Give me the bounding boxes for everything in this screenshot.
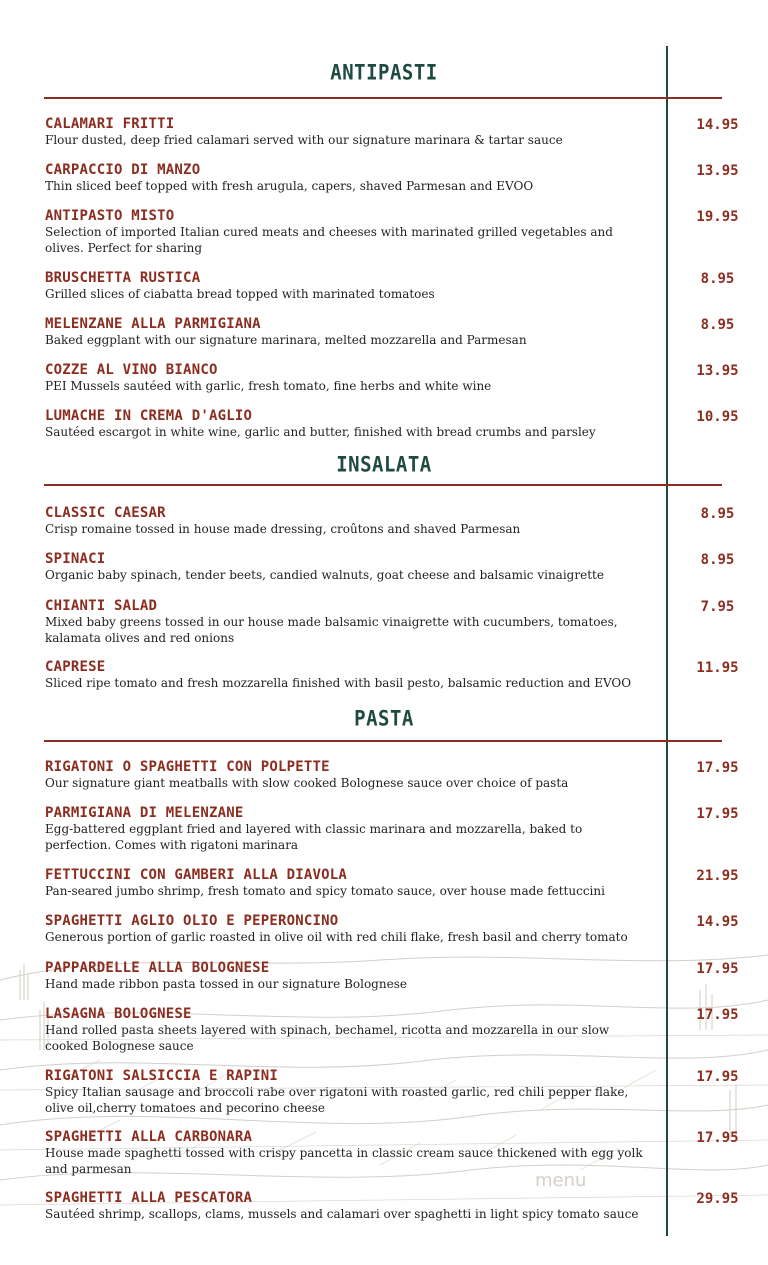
menu-item-description: Sautéed shrimp, scallops, clams, mussels and calamari over spaghetti in light spicy tomato sauce [45,1207,639,1221]
menu-item [45,1068,739,1116]
menu-item-description: Spicy Italian sausage and broccoli rabe over rigatoni with roasted garlic, red chili pepper flake, olive oil,cherry tomatoes and pecorino cheese [45,1085,629,1115]
menu-item-price: 21.95 [696,868,739,884]
menu-item-name: COZZE AL VINO BIANCO [45,362,218,378]
menu-item-description: Hand rolled pasta sheets layered with spinach, bechamel, ricotta and mozzarella in our slow cooked Bolognese sauce [45,1023,610,1053]
menu-item-description: Grilled slices of ciabatta bread topped with marinated tomatoes [45,287,435,301]
menu-item-name: SPAGHETTI AGLIO OLIO E PEPERONCINO [45,913,339,929]
menu-item-price: 13.95 [696,363,739,379]
menu-item-description: Hand made ribbon pasta tossed in our signature Bolognese [45,977,407,991]
menu-item [45,270,735,303]
menu-item-price: 8.95 [700,271,735,287]
menu-item [45,362,739,395]
menu-item-name: CAPRESE [45,659,106,675]
menu-item-name: CLASSIC CAESAR [45,505,166,521]
menu-item-price: 17.95 [696,961,739,977]
menu-item-name: RIGATONI O SPAGHETTI CON POLPETTE [45,759,330,775]
menu-item-price: 8.95 [700,506,735,522]
menu-item-price: 17.95 [696,806,739,822]
menu-item [45,867,739,900]
menu-item-name: MELENZANE ALLA PARMIGIANA [45,316,261,332]
menu-item-price: 7.95 [700,599,735,615]
menu-item-description: Crisp romaine tossed in house made dressing, croûtons and shaved Parmesan [45,522,521,536]
menu-item [45,759,739,792]
menu-item-description: Baked eggplant with our signature marinara, melted mozzarella and Parmesan [45,333,527,347]
menu-item [45,1190,739,1223]
section-title-insalata: INSALATA [336,452,432,478]
menu-item-name: FETTUCCINI CON GAMBERI ALLA DIAVOLA [45,867,348,883]
menu-item-description: Organic baby spinach, tender beets, candied walnuts, goat cheese and balsamic vinaigrette [45,568,604,582]
menu-item [45,1129,739,1177]
menu-item-name: CALAMARI FRITTI [45,116,175,132]
menu-item-name: SPINACI [45,551,106,567]
menu-item-description: Sliced ripe tomato and fresh mozzarella finished with basil pesto, balsamic reduction and EVOO [45,676,632,690]
menu-item-description: PEI Mussels sautéed with garlic, fresh tomato, fine herbs and white wine [45,379,492,393]
menu-item-name: LUMACHE IN CREMA D'AGLIO [45,408,253,424]
menu-item-price: 14.95 [696,914,739,930]
menu-item [45,505,735,538]
menu-item-description: Sautéed escargot in white wine, garlic and butter, finished with bread crumbs and parsley [45,425,596,439]
menu-item-price: 13.95 [696,163,739,179]
menu-item-name: BRUSCHETTA RUSTICA [45,270,201,286]
menu-item [45,408,739,441]
menu-item [45,805,739,853]
menu-item [45,208,739,256]
menu-item-price: 17.95 [696,1007,739,1023]
menu-item-name: LASAGNA BOLOGNESE [45,1006,192,1022]
menu-item-price: 14.95 [696,117,739,133]
menu-item-name: SPAGHETTI ALLA PESCATORA [45,1190,253,1206]
section-divider [44,484,722,486]
menu-item-price: 17.95 [696,1130,739,1146]
menu-item-description: Pan-seared jumbo shrimp, fresh tomato and spicy tomato sauce, over house made fettuccini [45,884,605,898]
menu-item-price: 17.95 [696,1069,739,1085]
menu-item [45,1006,739,1054]
menu-item-name: ANTIPASTO MISTO [45,208,175,224]
menu-item-name: CARPACCIO DI MANZO [45,162,201,178]
menu-item-name: RIGATONI SALSICCIA E RAPINI [45,1068,278,1084]
section-divider [44,740,722,742]
menu-item-price: 10.95 [696,409,739,425]
menu-item-price: 19.95 [696,209,739,225]
menu-item-description: Selection of imported Italian cured meats and cheeses with marinated grilled vegetables and olives. Perfect for sharing [45,225,613,255]
menu-item-name: PARMIGIANA DI MELENZANE [45,805,244,821]
menu-item-description: Our signature giant meatballs with slow cooked Bolognese sauce over choice of pasta [45,776,569,790]
menu-item-description: House made spaghetti tossed with crispy pancetta in classic cream sauce thickened with egg yolk and parmesan [45,1146,643,1176]
section-divider [44,97,722,99]
menu-item-description: Generous portion of garlic roasted in olive oil with red chili flake, fresh basil and cherry tomato [45,930,628,944]
menu-item [45,598,735,646]
menu-item-name: PAPPARDELLE ALLA BOLOGNESE [45,960,270,976]
menu-item-description: Mixed baby greens tossed in our house made balsamic vinaigrette with cucumbers, tomatoes, kalamata olives and red onions [45,615,618,645]
menu-item [45,116,739,149]
menu-item-price: 11.95 [696,660,739,676]
menu-item [45,162,739,195]
menu-item-description: Flour dusted, deep fried calamari served with our signature marinara & tartar sauce [45,133,563,147]
watermark-text: menu [535,1170,587,1191]
section-title-antipasti: ANTIPASTI [330,60,438,86]
menu-item-price: 8.95 [700,552,735,568]
menu-item-price: 29.95 [696,1191,739,1207]
menu-item [45,913,739,946]
section-title-pasta: PASTA [354,706,414,732]
menu-item-description: Egg-battered eggplant fried and layered with classic marinara and mozzarella, baked to perfection. Comes with rigatoni marinara [45,822,583,852]
menu-item [45,659,739,692]
menu-item-name: CHIANTI SALAD [45,598,158,614]
menu-item [45,551,735,584]
menu-item-name: SPAGHETTI ALLA CARBONARA [45,1129,253,1145]
menu-item-price: 17.95 [696,760,739,776]
menu-item [45,316,735,349]
menu-item-price: 8.95 [700,317,735,333]
menu-item [45,960,739,993]
menu-item-description: Thin sliced beef topped with fresh arugula, capers, shaved Parmesan and EVOO [45,179,534,193]
